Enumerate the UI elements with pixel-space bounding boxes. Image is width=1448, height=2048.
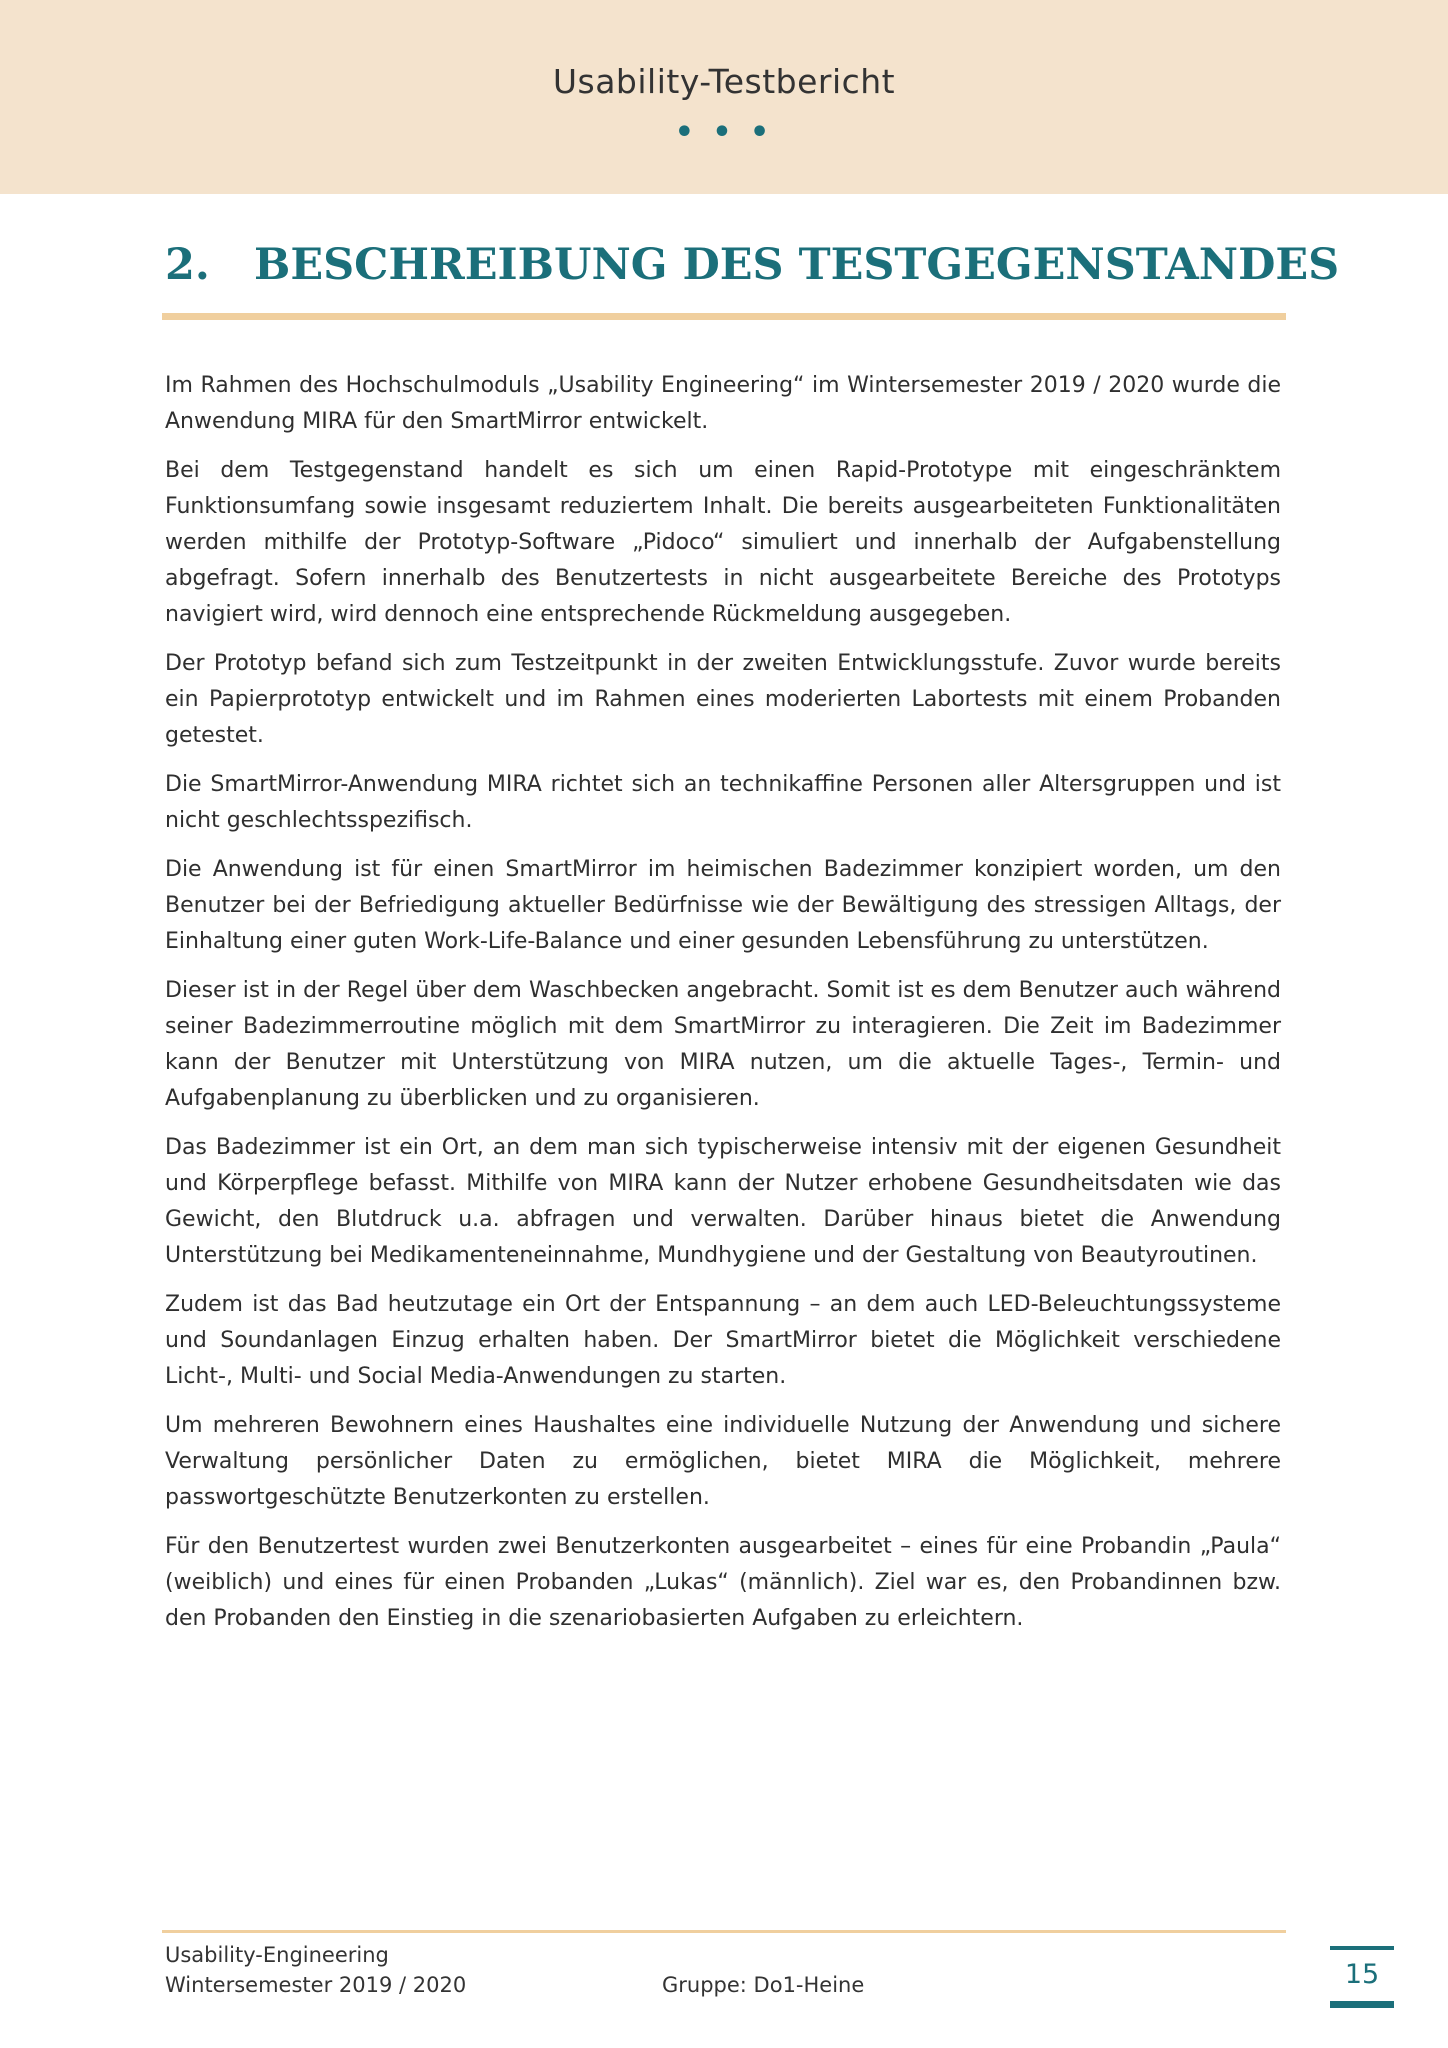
paragraph: Der Prototyp befand sich zum Testzeitpunkt in der zweiten Entwicklungsstufe. Zuvor wurde bereits ein Papierprototyp entwickelt und im Rahmen eines moderierten Labortests mit einem Probanden getestet. — [165, 651, 1281, 748]
paragraph: Zudem ist das Bad heutzutage ein Ort der Entspannung – an dem auch LED-Beleuchtungssysteme und Soundanlagen Einzug erhalten haben. Der SmartMirror bietet die Möglichkeit verschiedene Licht-, Multi- und Social Media-Anwendungen zu starten. — [165, 1292, 1281, 1389]
heading-divider — [162, 313, 1286, 320]
page-header — [0, 0, 1448, 194]
section-title: BESCHREIBUNG DES TESTGEGENSTANDES — [254, 240, 1340, 290]
paragraph: Für den Benutzertest wurden zwei Benutzerkonten ausgearbeitet – eines für eine Probandin „Paula“ (weiblich) und eines für einen Probanden „Lukas“ (männlich). Ziel war es, den Probandinnen bzw. den Probanden den Einstieg in die szenariobasierten Aufgaben zu erleichtern. — [165, 1534, 1281, 1631]
document-title: Usability-Testbericht — [552, 62, 896, 101]
paragraph: Um mehreren Bewohnern eines Haushaltes eine individuelle Nutzung der Anwendung und sichere Verwaltung persönlicher Daten zu ermöglichen, bietet MIRA die Möglichkeit, mehrere passwortgeschützte Benutzerkonten zu erstellen. — [165, 1413, 1281, 1510]
paragraph: Dieser ist in der Regel über dem Waschbecken angebracht. Somit ist es dem Benutzer auch während seiner Badezimmerroutine möglich mit dem SmartMirror zu interagieren. Die Zeit im Badezimmer kann der Benutzer mit Unterstützung von MIRA nutzen, um die aktuelle Tages-, Termin- und Aufgabenplanung zu überblicken und zu organisieren. — [165, 978, 1281, 1111]
footer-semester: Wintersemester 2019 / 2020 — [165, 1973, 467, 1997]
section-heading — [165, 240, 1339, 290]
footer-divider — [162, 1930, 1286, 1933]
paragraph: Die Anwendung ist für einen SmartMirror im heimischen Badezimmer konzipiert worden, um den Benutzer bei der Befriedigung aktueller Bedürfnisse wie der Bewältigung des stressigen Alltags, der Einhaltung einer guten Work-Life-Balance und einer gesunden Lebensführung zu unterstützen. — [165, 857, 1281, 954]
paragraph: Das Badezimmer ist ein Ort, an dem man sich typischerweise intensiv mit der eigenen Gesundheit und Körperpflege befasst. Mithilfe von MIRA kann der Nutzer erhobene Gesundheitsdaten wie das Gewicht, den Blutdruck u.a. abfragen und verwalten. Darüber hinaus bietet die Anwendung Unterstützung bei Medikamenteneinnahme, Mundhygiene und der Gestaltung von Beautyroutinen. — [165, 1135, 1281, 1268]
body-text — [165, 368, 1281, 1650]
page-number: 15 — [1330, 1946, 1394, 2008]
footer-course: Usability-Engineering — [165, 1943, 389, 1967]
footer-course-info — [165, 1940, 466, 2000]
header-ornament-dots: • • • — [674, 115, 774, 150]
footer-group: Gruppe: Do1-Heine — [662, 1973, 865, 1997]
paragraph: Im Rahmen des Hochschulmoduls „Usability Engineering“ im Wintersemester 2019 / 2020 wurde die Anwendung MIRA für den SmartMirror entwickelt. — [165, 373, 1281, 434]
section-number: 2. — [165, 240, 210, 290]
paragraph: Bei dem Testgegenstand handelt es sich um einen Rapid-Prototype mit eingeschränktem Funktionsumfang sowie insgesamt reduziertem Inhalt. Die bereits ausgearbeiteten Funktionalitäten werden mithilfe der Prototyp-Software „Pidoco“ simuliert und innerhalb der Aufgabenstellung abgefragt. Sofern innerhalb des Benutzertests in nicht ausgearbeitete Bereiche des Prototyps navigiert wird, wird dennoch eine entsprechende Rückmeldung ausgegeben. — [165, 458, 1281, 627]
paragraph: Die SmartMirror-Anwendung MIRA richtet sich an technikaffine Personen aller Altersgruppen und ist nicht geschlechtsspezifisch. — [165, 772, 1281, 833]
